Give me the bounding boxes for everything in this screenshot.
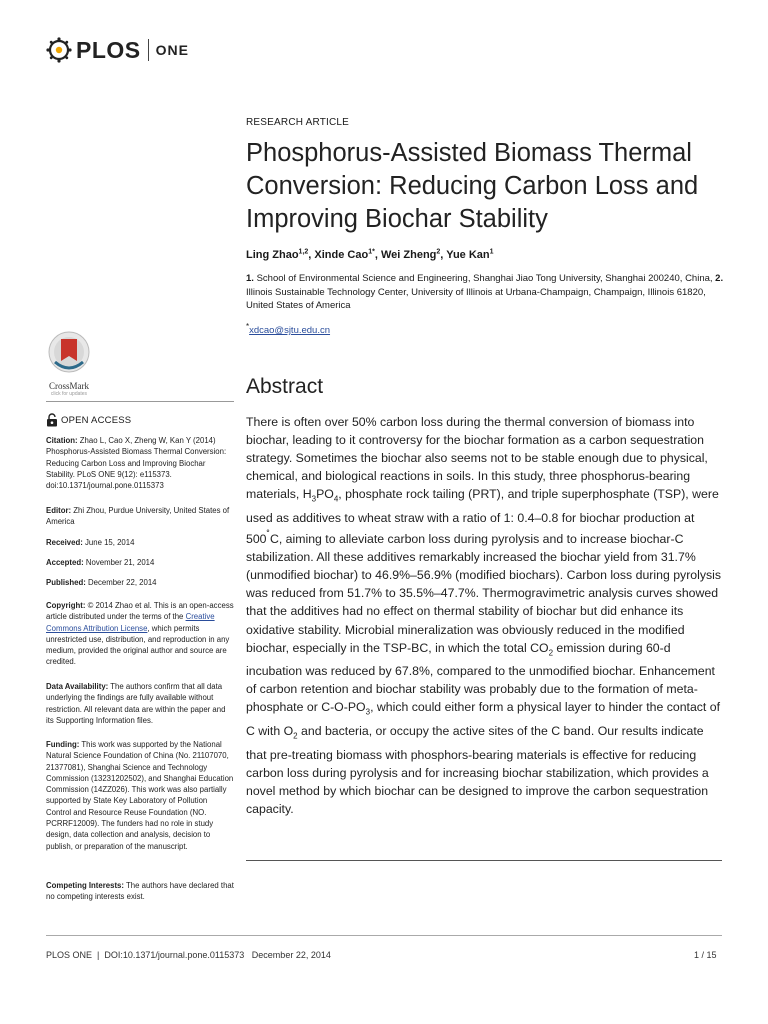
plos-logo-icon	[46, 37, 72, 63]
license-link[interactable]: Creative Commons Attribution License	[46, 612, 215, 633]
abstract-body: There is often over 50% carbon loss during the thermal conversion of biomass into biochar, leading to it controversy for the biochar formation as a carbon sequestration strategy. Sometimes the biochar also seems not to be stable enough due to physical, chemical, and biological reactions in soils. In this study, three phosphorus-bearing materials, $H_3PO_4$, phosphate rock tailing (PRT), and triple superphosphate (TSP), were used as additives to wheat straw with a ratio of 1: 0.4–0.8 for biochar production at 500˚C, aiming to alleviate carbon loss during pyrolysis and to increase biochar-C stabilization. All these additives remarkably increased the biochar yield from 31.7% (unmodified biochar) to 46.9%–56.9% (modified biochars). Carbon loss during pyrolysis was reduced from 51.7% to 35.5%–47.7%. Thermogravimetric analysis curves showed that the additives had no effect on thermal stability of biochar but did enhance its oxidative stability. Microbial mineralization was obviously reduced in the modified biochar, especially in the TSP-BC, in which the total $CO_2$ emission during 60-d incubation was reduced by 67.8%, compared to the unmodified biochar. Enhancement of carbon retention and biochar stability was probably due to the formation of meta-phosphate or $C-O-PO_3$, which could either form a physical layer to hinder the contact of C with $O_2$ and bacteria, or occupy the active sites of the C band. Our results indicate that pre-treating biomass with phosphors-bearing materials is effective for reducing carbon loss during pyrolysis and for increasing biochar stabilization, which provides a novel method by which biochar can be designed to improve the carbon sequestration capacity.	[246, 415, 722, 816]
abstract-divider	[246, 860, 722, 861]
editor: Editor: Zhi Zhou, Purdue University, United States of America	[46, 506, 230, 527]
footer-divider	[46, 935, 722, 936]
author: Ling Zhao$^{1,2}$,	[246, 248, 315, 261]
copyright: Copyright: © 2014 Zhao et al. This is an open-access article distributed under the terms of the Creative Commons Attribution License, which permits unrestricted use, distribution, and reproduction in any medium, provided the original author and source are credited.	[46, 601, 234, 667]
abstract-heading: Abstract	[246, 375, 324, 398]
article-type: RESEARCH ARTICLE	[246, 117, 350, 128]
accepted-date: Accepted: November 21, 2014	[46, 558, 155, 567]
sidebar-divider	[46, 401, 234, 402]
open-lock-icon	[46, 413, 58, 427]
affiliations: 1. School of Environmental Science and Engineering, Shanghai Jiao Tong University, Shanghai 200240, China, 2. Illinois Sustainable Technology Center, University of Illinois at Urbana-Champaign, Champaign, Illinois 61820, United States of America	[246, 273, 724, 312]
author: Wei Zheng$^2$,	[380, 248, 447, 261]
correspondence: *xdcao@sjtu.edu.cn	[246, 322, 331, 337]
crossmark-badge[interactable]	[44, 330, 94, 397]
open-access-label: OPEN ACCESS	[61, 414, 132, 426]
crossmark-sub: click for updates	[50, 391, 88, 397]
logo-suffix: ONE	[155, 42, 189, 58]
crossmark-icon	[47, 330, 91, 374]
page-number: 1 / 15	[694, 950, 717, 960]
logo-divider	[148, 39, 149, 61]
funding: Funding: This work was supported by the National Natural Science Foundation of China (No. 21107070, 21377081), Shanghai Science and Technology Commission (13231202502), and Shanghai Education Commission (14ZZ026). This work was also partially supported by State Key Laboratory of Pollution Control and Resource Reuse Foundation (NO. PCRRF12009). The funders had no role in study design, data collection and analysis, decision to publish, or preparation of the manuscript.	[46, 740, 234, 851]
author-list	[246, 248, 494, 261]
corresponding-email-link[interactable]: xdcao@sjtu.edu.cn	[249, 325, 331, 337]
crossmark-label: CrossMark	[49, 381, 89, 391]
footer-journal-doi: PLOS ONE | DOI:10.1371/journal.pone.0115373 December 22, 2014	[46, 950, 331, 960]
received-date: Received: June 15, 2014	[46, 538, 135, 547]
citation: Citation: Zhao L, Cao X, Zheng W, Kan Y (2014) Phosphorus-Assisted Biomass Thermal Conversion: Reducing Carbon Loss and Improving Biochar Stability. PLoS ONE 9(12): e115373. doi:10.1371/journal.pone.0115373	[46, 436, 227, 491]
plos-one-logo	[46, 35, 189, 65]
open-access-badge	[46, 413, 131, 427]
author: Xinde Cao$^{1*}$,	[314, 248, 381, 261]
data-availability: Data Availability: The authors confirm that all data underlying the findings are fully available without restriction. All relevant data are within the paper and its Supporting Information files.	[46, 682, 226, 725]
logo-text: PLOS	[76, 36, 141, 63]
published-date: Published: December 22, 2014	[46, 578, 157, 587]
author: Yue Kan$^1$	[446, 248, 494, 261]
article-title: Phosphorus-Assisted Biomass Thermal Conversion: Reducing Carbon Loss and Improving Biochar Stability	[246, 139, 699, 233]
competing-interests: Competing Interests: The authors have declared that no competing interests exist.	[46, 881, 234, 902]
